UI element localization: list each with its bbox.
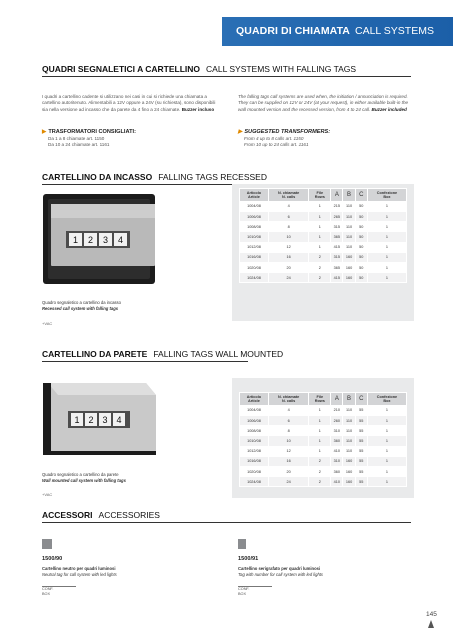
table-cell: 55 bbox=[355, 446, 367, 456]
table-cell: 110 bbox=[343, 232, 355, 242]
table-cell: 4 bbox=[268, 201, 308, 211]
table-cell: 110 bbox=[343, 201, 355, 211]
table-cell: 110 bbox=[343, 446, 355, 456]
table-cell: 1020/08 bbox=[240, 466, 269, 476]
table-cell: 16 bbox=[268, 456, 308, 466]
table-cell: 55 bbox=[355, 477, 367, 487]
recessed-caption: Quadro segnaletico a cartellino da incasso Recessed call system with falling tags bbox=[42, 300, 121, 311]
table-cell: 55 bbox=[355, 426, 367, 436]
divider bbox=[42, 76, 411, 77]
table-cell: 360 bbox=[331, 436, 343, 446]
table-cell: 310 bbox=[331, 456, 343, 466]
recessed-panel-image bbox=[42, 192, 158, 290]
table-cell: 1 bbox=[367, 466, 406, 476]
table-cell: 24 bbox=[268, 273, 308, 283]
table-cell: 10 bbox=[268, 436, 308, 446]
divider bbox=[42, 522, 411, 523]
table-cell: 16 bbox=[268, 252, 308, 262]
table-cell: 110 bbox=[343, 242, 355, 252]
table-cell: 1024/08 bbox=[240, 477, 269, 487]
table-cell: 315 bbox=[331, 252, 343, 262]
wall-note: +VAC bbox=[42, 492, 53, 497]
table-cell: 1 bbox=[309, 426, 331, 436]
table-cell: 110 bbox=[343, 405, 355, 415]
accessory-box: CONF. BOX bbox=[42, 586, 76, 597]
table-cell: 2 bbox=[309, 456, 331, 466]
table-cell: 160 bbox=[343, 273, 355, 283]
table-row bbox=[240, 232, 407, 242]
table-cell: 55 bbox=[355, 456, 367, 466]
transformers-title-it: ▶ TRASFORMATORI CONSIGLIATI: bbox=[42, 129, 136, 135]
table-row bbox=[240, 273, 407, 283]
table-cell: 1 bbox=[367, 446, 406, 456]
table-cell: 50 bbox=[355, 222, 367, 232]
wall-spec-table: Articolo Article N. chiamate N. calls File Rows A B C Confezione Box 1004/08 4 1 210 110 55 1 1006/08 6 1 260 110 55 1 1008/08 8 1 310 110 55 1 1010/08 10 1 360 110 55 1 1012/08 12 1 410 110 55 1 1016/08 16 2 310 160 55 1 1020/08 20 2 360 160 55 1 1024/08 24 2 410 160 55 1 bbox=[239, 392, 407, 487]
table-cell: 55 bbox=[355, 416, 367, 426]
table-cell: 1 bbox=[309, 232, 331, 242]
accessory-code: 1500/91 bbox=[238, 556, 259, 562]
table-cell: 2 bbox=[309, 252, 331, 262]
table-cell: 110 bbox=[343, 426, 355, 436]
table-row bbox=[240, 252, 407, 262]
tag-icon bbox=[238, 539, 246, 549]
svg-text:4: 4 bbox=[116, 415, 122, 425]
accessory-desc: Cartellino serigrafato per quadri luminosi Tag with number for call system with led lights bbox=[238, 566, 324, 577]
table-cell: 410 bbox=[331, 446, 343, 456]
header-title: QUADRI DI CHIAMATA bbox=[236, 25, 350, 37]
table-cell: 360 bbox=[331, 466, 343, 476]
table-cell: 110 bbox=[343, 222, 355, 232]
recessed-spec-table: Articolo Article N. chiamate N. calls File Rows A B C Confezione Box 1004/08 4 1 215 110 50 1 1006/08 6 1 265 110 50 1 1008/08 8 1 315 110 50 1 1010/08 10 1 365 110 50 1 1012/08 12 1 415 110 50 1 1016/08 16 2 315 160 50 1 1020/08 20 2 365 160 50 1 1024/08 24 2 415 160 50 1 bbox=[239, 188, 407, 283]
table-cell: 1008/08 bbox=[240, 426, 269, 436]
table-cell: 1 bbox=[309, 436, 331, 446]
accessory-code: 1500/90 bbox=[42, 556, 63, 562]
table-cell: 160 bbox=[343, 262, 355, 272]
wall-panel-image bbox=[42, 375, 158, 463]
table-cell: 1006/08 bbox=[240, 212, 269, 222]
table-cell: 160 bbox=[343, 456, 355, 466]
table-cell: 1 bbox=[367, 416, 406, 426]
table-cell: 50 bbox=[355, 262, 367, 272]
page-number: 145 bbox=[426, 611, 437, 618]
table-cell: 50 bbox=[355, 252, 367, 262]
table-row bbox=[240, 262, 407, 272]
table-cell: 8 bbox=[268, 426, 308, 436]
table-cell: 1 bbox=[367, 201, 406, 211]
table-cell: 2 bbox=[309, 466, 331, 476]
table-cell: 260 bbox=[331, 416, 343, 426]
table-cell: 1016/08 bbox=[240, 456, 269, 466]
table-row bbox=[240, 446, 407, 456]
table-cell: 2 bbox=[309, 477, 331, 487]
section-title-accessories: ACCESSORI ACCESSORIES bbox=[42, 510, 160, 520]
table-cell: 20 bbox=[268, 466, 308, 476]
svg-text:1: 1 bbox=[74, 415, 80, 425]
svg-text:4: 4 bbox=[117, 235, 124, 245]
table-cell: 4 bbox=[268, 405, 308, 415]
table-cell: 50 bbox=[355, 212, 367, 222]
svg-text:2: 2 bbox=[87, 235, 94, 245]
table-row bbox=[240, 222, 407, 232]
table-cell: 1 bbox=[367, 242, 406, 252]
table-cell: 1 bbox=[309, 201, 331, 211]
table-cell: 1 bbox=[309, 212, 331, 222]
table-cell: 160 bbox=[343, 477, 355, 487]
table-row bbox=[240, 466, 407, 476]
table-cell: 1008/08 bbox=[240, 222, 269, 232]
divider bbox=[42, 361, 248, 362]
table-cell: 1 bbox=[367, 262, 406, 272]
table-cell: 2 bbox=[309, 273, 331, 283]
table-cell: 12 bbox=[268, 242, 308, 252]
table-cell: 265 bbox=[331, 212, 343, 222]
table-cell: 1 bbox=[367, 252, 406, 262]
section-title-falling-tags: QUADRI SEGNALETICI A CARTELLINO CALL SYSTEMS WITH FALLING TAGS bbox=[42, 64, 357, 74]
table-cell: 1024/08 bbox=[240, 273, 269, 283]
table-cell: 12 bbox=[268, 446, 308, 456]
table-cell: 1 bbox=[367, 477, 406, 487]
wall-caption: Quadro segnaletico a cartellino da parete Wall mounted call system with falling tags bbox=[42, 472, 126, 483]
table-cell: 50 bbox=[355, 201, 367, 211]
table-cell: 1 bbox=[367, 222, 406, 232]
table-cell: 1 bbox=[309, 405, 331, 415]
section-title-recessed: CARTELLINO DA INCASSO FALLING TAGS RECESSED bbox=[42, 172, 267, 182]
table-cell: 1 bbox=[367, 456, 406, 466]
table-cell: 1 bbox=[309, 416, 331, 426]
table-cell: 55 bbox=[355, 466, 367, 476]
table-cell: 365 bbox=[331, 262, 343, 272]
table-cell: 8 bbox=[268, 222, 308, 232]
transformers-en: From 4 up to 8 calls art. 1150 From 10 up to 24 calls art. 1161 bbox=[244, 136, 309, 147]
svg-text:3: 3 bbox=[102, 235, 109, 245]
table-cell: 50 bbox=[355, 273, 367, 283]
table-cell: 315 bbox=[331, 222, 343, 232]
section-title-wall: CARTELLINO DA PARETE FALLING TAGS WALL MOUNTED bbox=[42, 349, 284, 359]
header-title-en: CALL SYSTEMS bbox=[355, 25, 434, 37]
table-cell: 24 bbox=[268, 477, 308, 487]
table-cell: 1012/08 bbox=[240, 242, 269, 252]
transformers-title-en: ▶ SUGGESTED TRANSFORMERS: bbox=[238, 129, 331, 135]
svg-text:3: 3 bbox=[102, 415, 108, 425]
table-cell: 110 bbox=[343, 212, 355, 222]
table-row bbox=[240, 436, 407, 446]
table-cell: 110 bbox=[343, 436, 355, 446]
table-cell: 365 bbox=[331, 232, 343, 242]
table-cell: 310 bbox=[331, 426, 343, 436]
tag-icon bbox=[42, 539, 52, 549]
table-cell: 1020/08 bbox=[240, 262, 269, 272]
table-cell: 55 bbox=[355, 405, 367, 415]
accessory-desc: Cartellino neutro per quadri luminosi Neutral tag for call system with led lights bbox=[42, 566, 117, 577]
header-banner bbox=[222, 17, 453, 46]
table-cell: 1 bbox=[367, 436, 406, 446]
table-cell: 1 bbox=[367, 426, 406, 436]
table-cell: 415 bbox=[331, 273, 343, 283]
table-cell: 1 bbox=[309, 446, 331, 456]
table-cell: 1012/08 bbox=[240, 446, 269, 456]
table-row bbox=[240, 456, 407, 466]
table-cell: 6 bbox=[268, 212, 308, 222]
table-row bbox=[240, 477, 407, 487]
table-cell: 160 bbox=[343, 252, 355, 262]
table-cell: 1 bbox=[367, 212, 406, 222]
table-cell: 1016/08 bbox=[240, 252, 269, 262]
table-cell: 10 bbox=[268, 232, 308, 242]
table-cell: 415 bbox=[331, 242, 343, 252]
table-cell: 20 bbox=[268, 262, 308, 272]
table-cell: 410 bbox=[331, 477, 343, 487]
table-cell: 1010/08 bbox=[240, 436, 269, 446]
table-cell: 2 bbox=[309, 262, 331, 272]
table-cell: 1 bbox=[309, 222, 331, 232]
table-row bbox=[240, 242, 407, 252]
table-row bbox=[240, 426, 407, 436]
table-row bbox=[240, 212, 407, 222]
table-cell: 1 bbox=[367, 273, 406, 283]
table-cell: 55 bbox=[355, 436, 367, 446]
table-row bbox=[240, 201, 407, 211]
intro-en: The falling tags call systems are used when, the initiation / annunciation is required. They can be supplied on 12V or 24V (at your request), in either available built-in the wall mounted version and the recessed version, from 4 to 24 call. Buzzer included bbox=[238, 94, 409, 112]
accessory-box: CONF. BOX bbox=[238, 586, 272, 597]
table-cell: 160 bbox=[343, 466, 355, 476]
table-cell: 110 bbox=[343, 416, 355, 426]
svg-text:2: 2 bbox=[88, 415, 94, 425]
table-cell: 1 bbox=[367, 232, 406, 242]
table-cell: 50 bbox=[355, 242, 367, 252]
table-cell: 1 bbox=[309, 242, 331, 252]
table-cell: 50 bbox=[355, 232, 367, 242]
svg-text:1: 1 bbox=[72, 235, 79, 245]
recessed-note: +VAC bbox=[42, 321, 53, 326]
table-cell: 215 bbox=[331, 201, 343, 211]
table-cell: 1006/08 bbox=[240, 416, 269, 426]
table-cell: 1 bbox=[367, 405, 406, 415]
table-cell: 1004/08 bbox=[240, 201, 269, 211]
table-cell: 210 bbox=[331, 405, 343, 415]
transformers-it: Da 1 a 8 chiamate art. 1150 Da 10 a 24 chiamate art. 1161 bbox=[48, 136, 110, 147]
divider bbox=[42, 184, 248, 185]
table-cell: 6 bbox=[268, 416, 308, 426]
table-row bbox=[240, 405, 407, 415]
corner-mark bbox=[428, 620, 434, 628]
intro-it: I quadri a cartellino cadente si utilizzano nei casi in cui si richiede una chiamata a cartellino autoritenuto. Alimentabili a 12V oppure a 24V (su richiesta), sono disponibili sia nella versione ad incasso che da parete da 4 fino a 24 chiamate. Buzzer incluso bbox=[42, 94, 216, 112]
table-cell: 1004/08 bbox=[240, 405, 269, 415]
table-cell: 1010/08 bbox=[240, 232, 269, 242]
table-row bbox=[240, 416, 407, 426]
